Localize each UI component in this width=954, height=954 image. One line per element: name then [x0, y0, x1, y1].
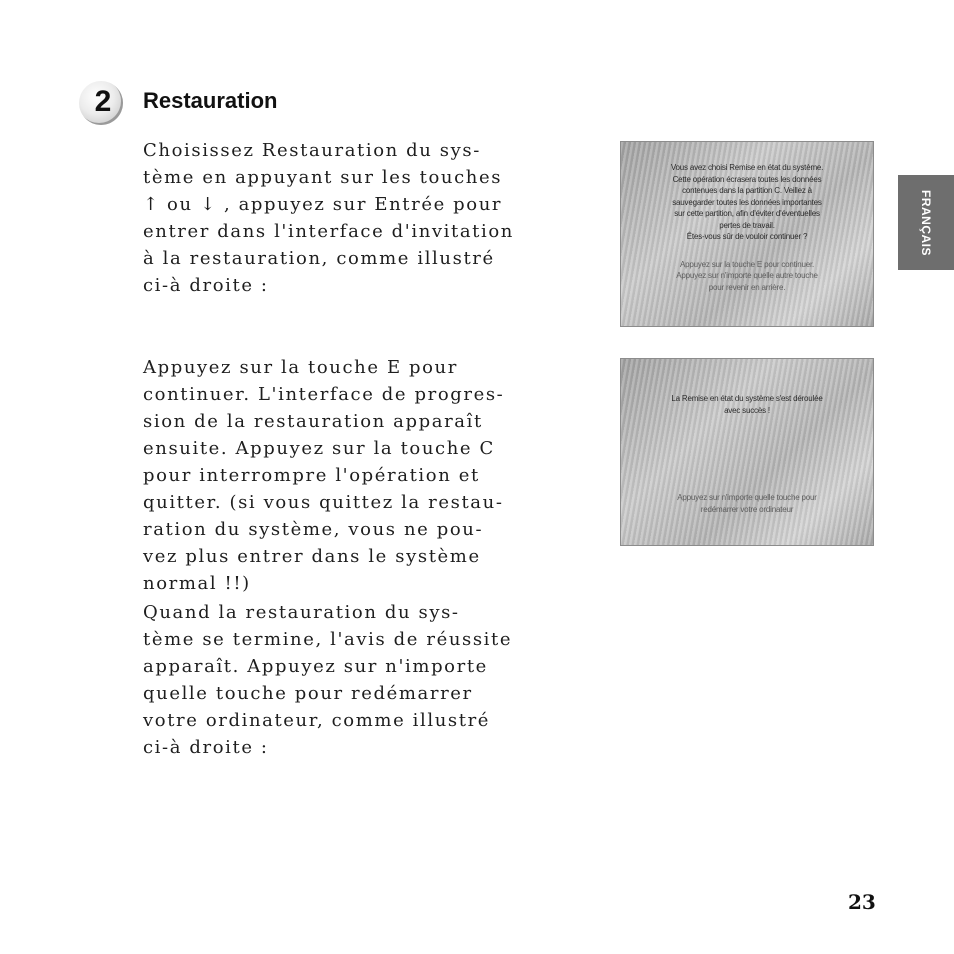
section-title: Restauration	[143, 88, 278, 113]
confirm-line: Vous avez choisi Remise en état du système.	[670, 163, 824, 172]
success-dialog-screenshot	[620, 358, 874, 546]
confirm-hint-line: Appuyez sur n'importe quelle autre touche	[676, 271, 818, 280]
confirm-hint-line: Appuyez sur la touche E pour continuer.	[679, 259, 815, 269]
confirm-line: contenues dans la partition C. Veillez à	[682, 186, 812, 195]
confirm-line: sauvegarder toutes les données importantes	[672, 197, 822, 207]
confirm-line: Êtes-vous sûr de vouloir continuer ?	[686, 232, 808, 241]
success-hint-line: redémarrer votre ordinateur	[700, 504, 794, 514]
language-tab	[898, 175, 954, 270]
success-line: La Remise en état du système s'est déroulée	[671, 394, 823, 403]
paragraph-continue: Appuyez sur la touche E pour continuer. L'interface de progres- sion de la restauration apparaît ensuite. Appuyez sur la touche C pour interrompre l'opération et quitter. (si vous quittez la restau- ration du système, vous ne pou- vez plus entrer dans le système normal !!)	[143, 357, 505, 594]
page-number: 23	[848, 890, 876, 914]
confirm-line: sur cette partition, afin d'éviter d'éventuelles	[674, 209, 820, 218]
confirm-line: pertes de travail.	[719, 220, 775, 230]
success-hint	[629, 492, 865, 515]
confirm-hint-line: pour revenir en arrière.	[708, 282, 786, 292]
confirm-line: Cette opération écrasera toutes les données	[672, 174, 822, 184]
success-message	[629, 393, 865, 416]
language-tab-label: FRANÇAIS	[919, 189, 933, 256]
paragraph-select-restore: Choisissez Restauration du sys- tème en appuyant sur les touches ↑ ou ↓ , appuyez sur Entrée pour entrer dans l'interface d'invitation à la restauration, comme illustré ci-à droite :	[143, 140, 514, 296]
confirm-message	[629, 162, 865, 243]
success-line: avec succès !	[724, 405, 770, 415]
step-number: 2	[94, 85, 112, 118]
confirm-dialog-screenshot	[620, 141, 874, 327]
paragraph-success: Quand la restauration du sys- tème se termine, l'avis de réussite apparaît. Appuyez sur n'importe quelle touche pour redémarrer votre ordinateur, comme illustré ci-à droite :	[143, 602, 513, 758]
confirm-hint	[629, 259, 865, 294]
success-hint-line: Appuyez sur n'importe quelle touche pour	[677, 493, 817, 502]
